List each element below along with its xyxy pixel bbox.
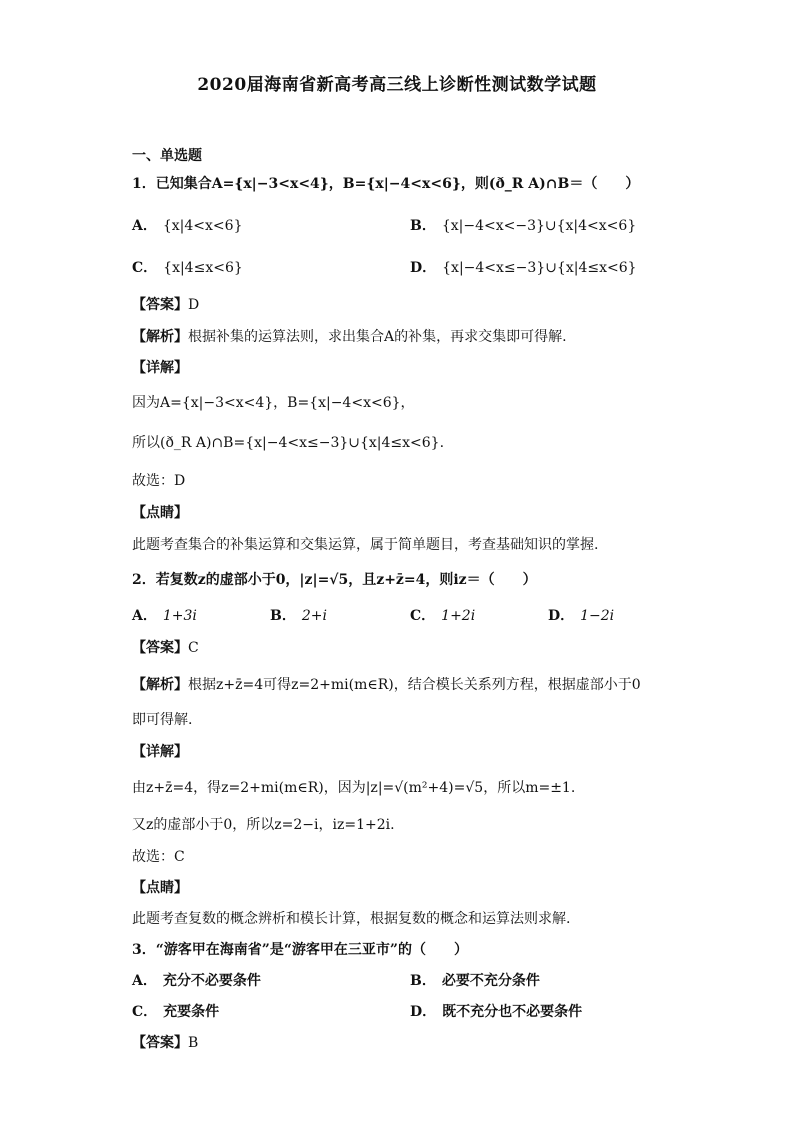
option-text: 1+2i: [441, 608, 476, 624]
answer-tag: 【答案】: [132, 640, 188, 656]
analysis-text: 根据补集的运算法则，求出集合A的补集，再求交集即可得解.: [188, 329, 567, 345]
q2-analysis: [132, 675, 641, 695]
q1-option-a: [132, 216, 242, 236]
option-label: C．: [132, 1004, 158, 1020]
option-label: D．: [548, 608, 575, 624]
q2-option-c: [410, 606, 475, 626]
q3-option-a: [132, 971, 261, 991]
answer-value: C: [188, 640, 199, 656]
answer-tag: 【答案】: [132, 1035, 188, 1051]
q1-detail-line-3: 故选：D: [132, 473, 186, 489]
q1-detail-tag: 【详解】: [132, 360, 188, 376]
option-label: A．: [132, 608, 157, 624]
section-heading: 一、单选题: [132, 148, 202, 164]
option-label: B．: [410, 218, 436, 234]
q2-comment-tag: 【点睛】: [132, 880, 188, 896]
option-label: D．: [410, 1004, 437, 1020]
option-text: 充要条件: [163, 1004, 220, 1020]
q1-answer: [132, 295, 199, 315]
q3-option-c: [132, 1002, 219, 1022]
q1-option-d: [410, 258, 637, 278]
q2-detail-line-3: 故选：C: [132, 849, 185, 865]
option-label: A．: [132, 218, 157, 234]
question-2-stem: 2．若复数z的虚部小于0，|z|=√5，且z+z̄=4，则iz＝（ ）: [132, 572, 537, 588]
q2-answer: [132, 638, 199, 658]
answer-value: B: [188, 1035, 199, 1051]
option-label: C．: [132, 260, 158, 276]
q1-detail-line-1: 因为A={x|−3<x<4}，B={x|−4<x<6}，: [132, 395, 415, 411]
analysis-text-line-1: 根据z+z̄=4可得z=2+mi(m∈R)，结合模长关系列方程，根据虚部小于0: [188, 677, 641, 693]
q1-analysis: [132, 327, 567, 347]
q1-comment: 此题考查集合的补集运算和交集运算，属于简单题目，考查基础知识的掌握.: [132, 537, 599, 553]
question-3-stem: 3．“游客甲在海南省”是“游客甲在三亚市”的（ ）: [132, 942, 468, 958]
q2-detail-line-1: 由z+z̄=4，得z=2+mi(m∈R)，因为|z|=√(m²+4)=√5，所以m=±1.: [132, 780, 576, 796]
option-text: 充分不必要条件: [162, 973, 261, 989]
option-text: {x|−4<x≤−3}∪{x|4≤x<6}: [442, 260, 637, 276]
answer-tag: 【答案】: [132, 297, 188, 313]
q1-option-c: [132, 258, 243, 278]
q2-detail-line-2: 又z的虚部小于0，所以z=2−i，iz=1+2i.: [132, 817, 395, 833]
option-text: {x|4<x<6}: [162, 218, 243, 234]
q2-option-d: [548, 606, 614, 626]
option-text: {x|4≤x<6}: [163, 260, 243, 276]
option-label: B．: [410, 973, 436, 989]
option-text: 1−2i: [580, 608, 615, 624]
q1-option-b: [410, 216, 636, 236]
q3-answer: [132, 1033, 198, 1053]
option-label: C．: [410, 608, 436, 624]
option-text: 必要不充分条件: [441, 973, 540, 989]
option-label: B．: [270, 608, 296, 624]
option-label: A．: [132, 973, 157, 989]
option-text: 既不充分也不必要条件: [442, 1004, 583, 1020]
q2-detail-tag: 【详解】: [132, 744, 188, 760]
analysis-tag: 【解析】: [132, 677, 188, 693]
option-text: 2+i: [301, 608, 327, 624]
option-text: 1+3i: [162, 608, 197, 624]
q1-detail-line-2: 所以(ð_R A)∩B={x|−4<x≤−3}∪{x|4≤x<6}.: [132, 435, 445, 451]
q3-option-d: [410, 1002, 582, 1022]
q2-option-b: [270, 606, 327, 626]
q2-option-a: [132, 606, 197, 626]
answer-value: D: [188, 297, 200, 313]
q3-option-b: [410, 971, 540, 991]
q2-comment: 此题考查复数的概念辨析和模长计算，根据复数的概念和运算法则求解.: [132, 911, 571, 927]
question-1-stem: 1．已知集合A={x|−3<x<4}，B={x|−4<x<6}，则(ð_R A)∩B＝（ ）: [132, 176, 640, 192]
q1-comment-tag: 【点睛】: [132, 505, 188, 521]
option-text: {x|−4<x<−3}∪{x|4<x<6}: [441, 218, 637, 234]
page-title: 2020届海南省新高考高三线上诊断性测试数学试题: [197, 75, 597, 95]
option-label: D．: [410, 260, 437, 276]
q2-analysis-line-2: 即可得解.: [132, 712, 193, 728]
analysis-tag: 【解析】: [132, 329, 188, 345]
